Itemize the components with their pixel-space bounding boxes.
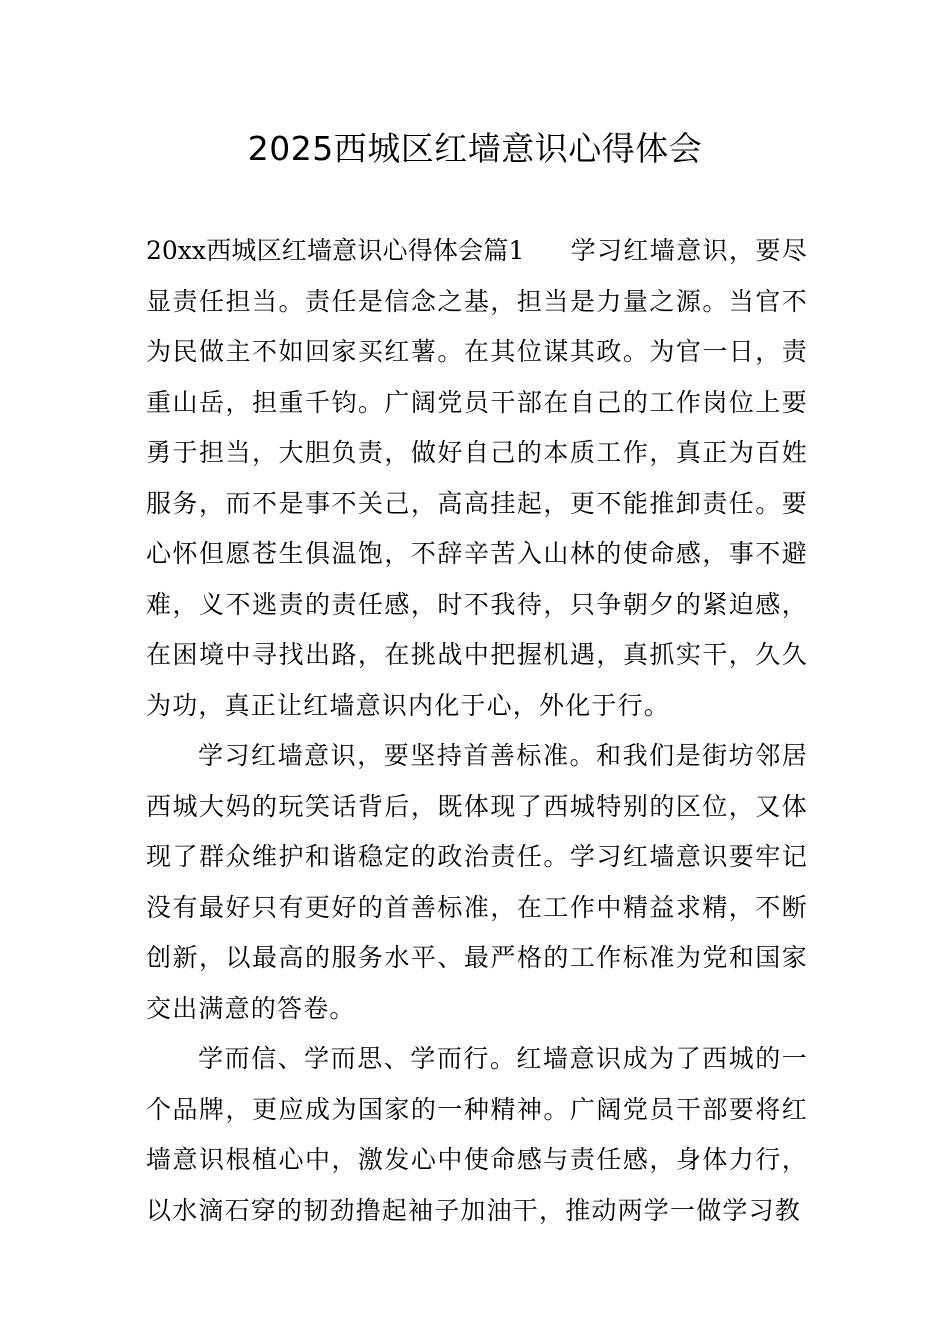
paragraph-1-text: 学习红墙意识，要尽显责任担当。责任是信念之基，担当是力量之源。当官不为民做主不如回家买红薯。在其位谋其政。为官一日，责重山岳，担重千钧。广阔党员干部在自己的工作岗位上要勇于担当，大胆负责，做好自己的本质工作，真正为百姓服务，而不是事不关己，高高挂起，更不能推卸责任。要心怀但愿苍生俱温饱，不辞辛苦入山林的使命感，事不避难，义不逃责的责任感，时不我待，只争朝夕的紧迫感，在困境中寻找出路，在挑战中把握机遇，真抓实干，久久为功，真正让红墙意识内化于心，外化于行。 — [146, 236, 808, 720]
document-title: 2025西城区红墙意识心得体会 — [247, 129, 703, 168]
document-body — [146, 226, 808, 1236]
paragraph-3: 学而信、学而思、学而行。红墙意识成为了西城的一个品牌，更应成为国家的一种精神。广阔党员干部要将红墙意识根植心中，激发心中使命感与责任感，身体力行，以水滴石穿的韧劲撸起袖子加油干，推动两学一做学习教 — [146, 1044, 808, 1225]
paragraph-1 — [146, 226, 808, 731]
section-label: 20xx西城区红墙意识心得体会篇1 — [146, 236, 525, 265]
paragraph-2: 学习红墙意识，要坚持首善标准。和我们是街坊邻居西城大妈的玩笑话背后，既体现了西城特别的区位，又体现了群众维护和谐稳定的政治责任。学习红墙意识要牢记没有最好只有更好的首善标准，在工作中精益求精，不断创新，以最高的服务水平、最严格的工作标准为党和国家交出满意的答卷。 — [146, 741, 808, 1023]
